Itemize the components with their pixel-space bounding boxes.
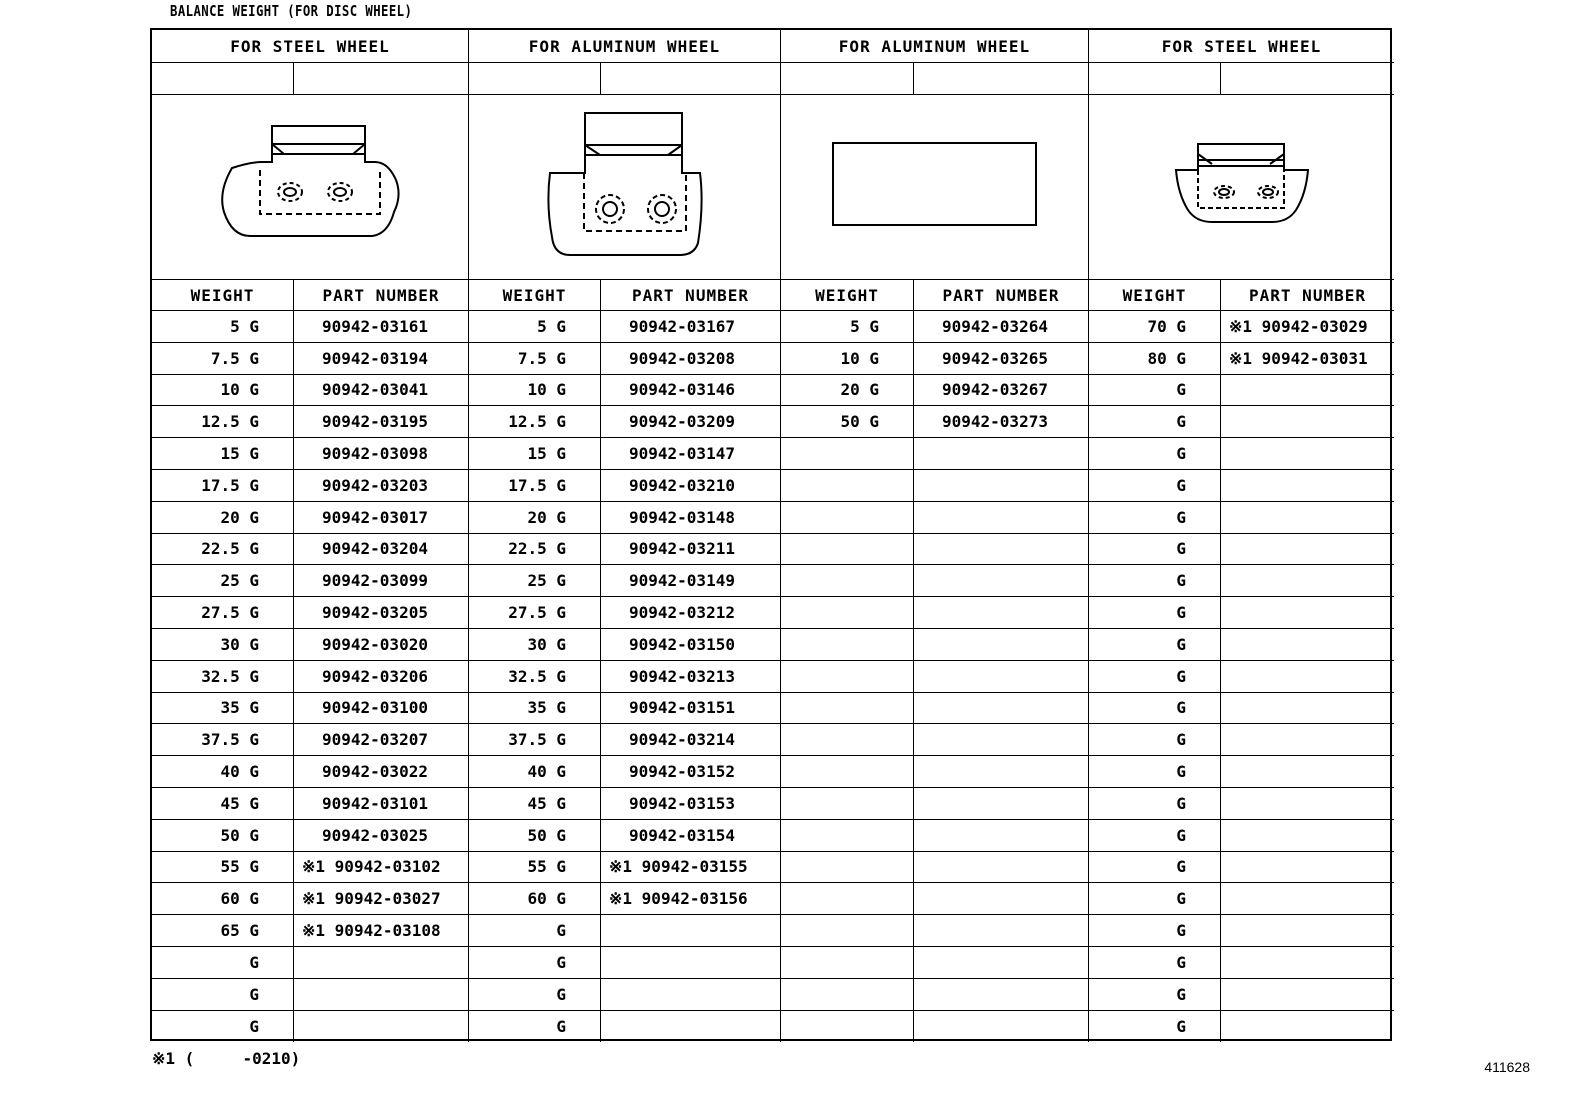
weight-cell: 20 G: [781, 375, 914, 407]
part-number-column-header: PART NUMBER: [601, 280, 781, 311]
part-number-cell: ※1 90942-03031: [1221, 343, 1394, 375]
part-number-cell: [1221, 852, 1394, 884]
part-number-cell: [1221, 438, 1394, 470]
weight-cell: G: [1089, 979, 1221, 1011]
weight-cell: [781, 438, 914, 470]
weight-cell: 30 G: [152, 629, 294, 661]
part-number-cell: [294, 1011, 469, 1043]
part-number-cell: [1221, 1011, 1394, 1043]
weight-cell: 15 G: [152, 438, 294, 470]
weight-cell: G: [152, 947, 294, 979]
weight-cell: 40 G: [469, 756, 601, 788]
weight-cell: G: [469, 947, 601, 979]
weight-cell: 32.5 G: [152, 661, 294, 693]
part-number-cell: [1221, 629, 1394, 661]
blank-subheader-cell: [1221, 63, 1394, 95]
part-number-cell: 90942-03210: [601, 470, 781, 502]
weight-cell: [781, 534, 914, 566]
weight-column-header: WEIGHT: [152, 280, 294, 311]
part-number-cell: [914, 724, 1089, 756]
part-number-cell: [914, 534, 1089, 566]
weight-cell: 25 G: [152, 565, 294, 597]
weight-cell: G: [1089, 915, 1221, 947]
part-number-cell: [914, 1011, 1089, 1043]
part-number-cell: 90942-03208: [601, 343, 781, 375]
part-number-cell: 90942-03212: [601, 597, 781, 629]
weight-cell: G: [152, 1011, 294, 1043]
blank-subheader-cell: [601, 63, 781, 95]
part-number-cell: [1221, 534, 1394, 566]
part-number-cell: [914, 915, 1089, 947]
weight-cell: 55 G: [469, 852, 601, 884]
blank-subheader-cell: [152, 63, 294, 95]
part-number-cell: 90942-03211: [601, 534, 781, 566]
weight-cell: [781, 756, 914, 788]
part-number-cell: [914, 470, 1089, 502]
weight-cell: G: [1089, 947, 1221, 979]
part-number-cell: 90942-03022: [294, 756, 469, 788]
weight-cell: 35 G: [152, 693, 294, 725]
part-number-cell: 90942-03154: [601, 820, 781, 852]
weight-cell: [781, 470, 914, 502]
weight-cell: 60 G: [152, 883, 294, 915]
weight-cell: 80 G: [1089, 343, 1221, 375]
weight-cell: [781, 565, 914, 597]
part-number-cell: [914, 947, 1089, 979]
part-number-cell: 90942-03264: [914, 311, 1089, 343]
part-number-cell: [601, 979, 781, 1011]
part-number-cell: [914, 629, 1089, 661]
weight-cell: G: [1089, 788, 1221, 820]
group-heading: FOR ALUMINUM WHEEL: [469, 30, 781, 63]
weight-cell: 37.5 G: [469, 724, 601, 756]
weight-cell: 20 G: [469, 502, 601, 534]
weight-cell: 7.5 G: [152, 343, 294, 375]
weight-cell: G: [1089, 661, 1221, 693]
weight-cell: [781, 947, 914, 979]
weight-cell: G: [1089, 438, 1221, 470]
part-number-cell: 90942-03149: [601, 565, 781, 597]
weight-column-header: WEIGHT: [469, 280, 601, 311]
part-number-cell: ※1 90942-03102: [294, 852, 469, 884]
part-number-cell: [601, 1011, 781, 1043]
weight-cell: G: [1089, 756, 1221, 788]
part-number-cell: [1221, 883, 1394, 915]
part-number-cell: [1221, 470, 1394, 502]
weight-cell: 5 G: [469, 311, 601, 343]
weight-cell: 45 G: [469, 788, 601, 820]
part-number-cell: [914, 788, 1089, 820]
part-number-cell: 90942-03098: [294, 438, 469, 470]
weight-cell: G: [1089, 565, 1221, 597]
weight-cell: G: [1089, 693, 1221, 725]
group-heading: FOR ALUMINUM WHEEL: [781, 30, 1089, 63]
part-number-cell: [914, 979, 1089, 1011]
part-number-cell: [1221, 788, 1394, 820]
part-number-cell: 90942-03194: [294, 343, 469, 375]
weight-column-header: WEIGHT: [781, 280, 914, 311]
weight-cell: 10 G: [781, 343, 914, 375]
weight-cell: 22.5 G: [152, 534, 294, 566]
weight-cell: 40 G: [152, 756, 294, 788]
weight-cell: [781, 1011, 914, 1043]
weight-cell: 17.5 G: [152, 470, 294, 502]
document-title: BALANCE WEIGHT (FOR DISC WHEEL): [170, 2, 413, 20]
weight-cell: [781, 629, 914, 661]
part-number-cell: [914, 502, 1089, 534]
clip-on-balance-weight-tall-icon: [540, 105, 710, 269]
part-number-cell: [1221, 375, 1394, 407]
weight-cell: G: [469, 1011, 601, 1043]
part-number-cell: 90942-03153: [601, 788, 781, 820]
weight-cell: 20 G: [152, 502, 294, 534]
weight-cell: 27.5 G: [152, 597, 294, 629]
part-number-cell: 90942-03150: [601, 629, 781, 661]
weight-cell: G: [152, 979, 294, 1011]
part-number-cell: 90942-03214: [601, 724, 781, 756]
weight-cell: [781, 883, 914, 915]
weight-cell: G: [469, 915, 601, 947]
part-number-cell: 90942-03167: [601, 311, 781, 343]
weight-cell: [781, 852, 914, 884]
weight-cell: G: [1089, 470, 1221, 502]
part-number-cell: 90942-03101: [294, 788, 469, 820]
part-number-cell: 90942-03203: [294, 470, 469, 502]
weight-cell: 17.5 G: [469, 470, 601, 502]
part-number-cell: [914, 565, 1089, 597]
weight-cell: 30 G: [469, 629, 601, 661]
weight-cell: [781, 915, 914, 947]
weight-cell: G: [1089, 597, 1221, 629]
part-number-cell: 90942-03213: [601, 661, 781, 693]
part-number-cell: 90942-03161: [294, 311, 469, 343]
part-number-cell: 90942-03206: [294, 661, 469, 693]
weight-cell: G: [1089, 820, 1221, 852]
part-number-cell: [294, 979, 469, 1011]
part-number-cell: [294, 947, 469, 979]
weight-cell: [781, 724, 914, 756]
part-number-cell: 90942-03151: [601, 693, 781, 725]
part-number-cell: [1221, 979, 1394, 1011]
part-number-cell: [1221, 693, 1394, 725]
weight-cell: 32.5 G: [469, 661, 601, 693]
part-number-cell: 90942-03017: [294, 502, 469, 534]
weight-cell: G: [1089, 502, 1221, 534]
weight-cell: 55 G: [152, 852, 294, 884]
part-number-cell: [914, 883, 1089, 915]
part-number-cell: ※1 90942-03027: [294, 883, 469, 915]
part-number-column-header: PART NUMBER: [1221, 280, 1394, 311]
blank-subheader-cell: [294, 63, 469, 95]
part-number-cell: [914, 661, 1089, 693]
part-number-cell: 90942-03148: [601, 502, 781, 534]
part-number-cell: 90942-03152: [601, 756, 781, 788]
weight-cell: 15 G: [469, 438, 601, 470]
weight-cell: 65 G: [152, 915, 294, 947]
weight-drawing: [152, 95, 469, 280]
weight-cell: 7.5 G: [469, 343, 601, 375]
weight-cell: 45 G: [152, 788, 294, 820]
image-number: 411628: [1484, 1059, 1530, 1075]
weight-cell: [781, 693, 914, 725]
part-number-cell: 90942-03020: [294, 629, 469, 661]
weight-cell: G: [1089, 406, 1221, 438]
part-number-cell: [1221, 756, 1394, 788]
blank-subheader-cell: [469, 63, 601, 95]
footnote: ※1 ( -0210): [152, 1049, 301, 1068]
weight-cell: 25 G: [469, 565, 601, 597]
part-number-cell: 90942-03099: [294, 565, 469, 597]
weight-cell: 12.5 G: [152, 406, 294, 438]
weight-cell: G: [1089, 375, 1221, 407]
weight-cell: G: [1089, 852, 1221, 884]
part-number-cell: [914, 597, 1089, 629]
part-number-cell: [1221, 820, 1394, 852]
weight-cell: G: [1089, 629, 1221, 661]
weight-drawing: [1089, 95, 1394, 280]
part-number-cell: 90942-03207: [294, 724, 469, 756]
group-heading: FOR STEEL WHEEL: [152, 30, 469, 63]
weight-cell: 35 G: [469, 693, 601, 725]
part-number-cell: 90942-03205: [294, 597, 469, 629]
weight-cell: G: [1089, 883, 1221, 915]
part-number-cell: [601, 915, 781, 947]
part-number-cell: [914, 756, 1089, 788]
weight-cell: 70 G: [1089, 311, 1221, 343]
part-number-cell: 90942-03209: [601, 406, 781, 438]
part-number-cell: 90942-03195: [294, 406, 469, 438]
part-number-cell: [1221, 406, 1394, 438]
part-number-cell: [1221, 947, 1394, 979]
part-number-cell: 90942-03267: [914, 375, 1089, 407]
adhesive-balance-weight-icon: [830, 140, 1040, 234]
weight-cell: G: [1089, 1011, 1221, 1043]
part-number-cell: 90942-03146: [601, 375, 781, 407]
part-number-cell: 90942-03100: [294, 693, 469, 725]
weight-drawing: [469, 95, 781, 280]
weight-cell: G: [1089, 724, 1221, 756]
balance-weight-table: [150, 28, 1392, 1041]
part-number-cell: [1221, 565, 1394, 597]
part-number-cell: ※1 90942-03108: [294, 915, 469, 947]
part-number-cell: [1221, 915, 1394, 947]
part-number-cell: [914, 852, 1089, 884]
weight-cell: 60 G: [469, 883, 601, 915]
part-number-cell: [914, 438, 1089, 470]
part-number-cell: [1221, 724, 1394, 756]
weight-cell: [781, 788, 914, 820]
weight-cell: 27.5 G: [469, 597, 601, 629]
blank-subheader-cell: [914, 63, 1089, 95]
group-heading: FOR STEEL WHEEL: [1089, 30, 1394, 63]
weight-cell: [781, 820, 914, 852]
part-number-cell: 90942-03265: [914, 343, 1089, 375]
part-number-cell: [1221, 502, 1394, 534]
part-number-cell: [1221, 597, 1394, 629]
clip-on-balance-weight-icon: [210, 120, 410, 254]
weight-cell: 50 G: [781, 406, 914, 438]
blank-subheader-cell: [781, 63, 914, 95]
part-number-cell: ※1 90942-03155: [601, 852, 781, 884]
clip-on-balance-weight-small-icon: [1172, 140, 1312, 234]
weight-cell: G: [469, 979, 601, 1011]
weight-cell: 50 G: [152, 820, 294, 852]
part-number-cell: [601, 947, 781, 979]
weight-cell: G: [1089, 534, 1221, 566]
part-number-column-header: PART NUMBER: [294, 280, 469, 311]
weight-cell: [781, 502, 914, 534]
part-number-cell: [914, 693, 1089, 725]
weight-cell: 5 G: [781, 311, 914, 343]
weight-cell: 5 G: [152, 311, 294, 343]
blank-subheader-cell: [1089, 63, 1221, 95]
weight-cell: 22.5 G: [469, 534, 601, 566]
weight-cell: [781, 661, 914, 693]
weight-column-header: WEIGHT: [1089, 280, 1221, 311]
part-number-cell: 90942-03273: [914, 406, 1089, 438]
weight-cell: 50 G: [469, 820, 601, 852]
part-number-column-header: PART NUMBER: [914, 280, 1089, 311]
weight-cell: 10 G: [469, 375, 601, 407]
part-number-cell: ※1 90942-03029: [1221, 311, 1394, 343]
weight-cell: 12.5 G: [469, 406, 601, 438]
part-number-cell: ※1 90942-03156: [601, 883, 781, 915]
weight-cell: [781, 979, 914, 1011]
part-number-cell: [1221, 661, 1394, 693]
part-number-cell: 90942-03025: [294, 820, 469, 852]
part-number-cell: 90942-03204: [294, 534, 469, 566]
part-number-cell: 90942-03147: [601, 438, 781, 470]
weight-cell: 10 G: [152, 375, 294, 407]
weight-drawing: [781, 95, 1089, 280]
weight-cell: 37.5 G: [152, 724, 294, 756]
weight-cell: [781, 597, 914, 629]
part-number-cell: 90942-03041: [294, 375, 469, 407]
part-number-cell: [914, 820, 1089, 852]
